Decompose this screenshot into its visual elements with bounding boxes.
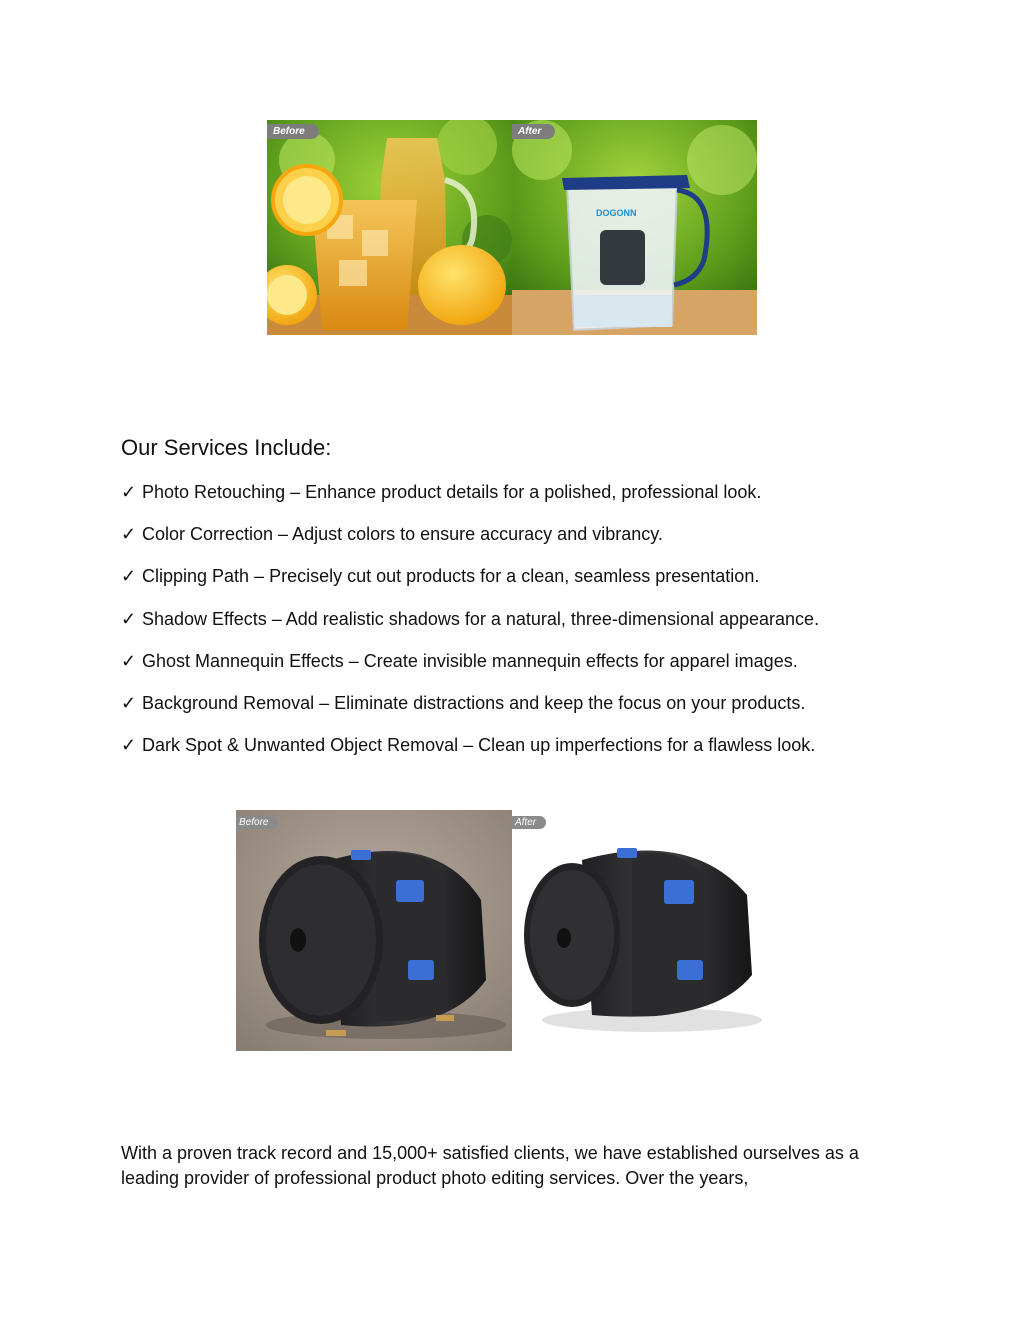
service-item <box>121 649 819 691</box>
service-item <box>121 691 819 733</box>
service-item <box>121 607 819 649</box>
before-tag: Before <box>267 124 319 139</box>
checkmark-icon: ✓ <box>121 482 137 502</box>
services-heading: Our Services Include: <box>121 435 332 460</box>
checkmark-icon: ✓ <box>121 692 137 713</box>
checkmark-icon: ✓ <box>121 608 137 629</box>
service-text: Color Correction – Adjust colors to ensure accuracy and vibrancy. <box>142 524 663 545</box>
service-item <box>121 522 819 564</box>
service-text: Ghost Mannequin Effects – Create invisible mannequin effects for apparel images. <box>142 650 798 671</box>
before-after-image-beverage <box>267 120 757 335</box>
checkmark-icon: ✓ <box>121 735 137 756</box>
service-item <box>121 480 819 522</box>
service-text: Clipping Path – Precisely cut out products for a clean, seamless presentation. <box>142 566 760 587</box>
closing-paragraph: With a proven track record and 15,000+ satisfied clients, we have established ourselves as a leading provider of professional product photo editing services. Over the years, <box>121 1143 859 1188</box>
service-text: Background Removal – Eliminate distractions and keep the focus on your products. <box>142 692 806 713</box>
service-text: Shadow Effects – Add realistic shadows for a natural, three-dimensional appearance. <box>142 608 820 629</box>
service-text: Dark Spot & Unwanted Object Removal – Clean up imperfections for a flawless look. <box>142 735 816 756</box>
before-tag: Before <box>236 816 278 829</box>
services-list <box>121 480 819 775</box>
service-text: Photo Retouching – Enhance product details for a polished, professional look. <box>142 482 762 502</box>
service-item <box>121 564 819 606</box>
checkmark-icon: ✓ <box>121 566 137 587</box>
after-image-coupling <box>512 810 782 1051</box>
service-item <box>121 733 819 775</box>
checkmark-icon: ✓ <box>121 650 137 671</box>
after-tag: After <box>512 816 546 829</box>
before-image-coupling <box>236 810 512 1051</box>
svg-text:DOGONN: DOGONN <box>596 208 637 218</box>
before-image-iced-tea <box>267 120 512 335</box>
after-image-water-pitcher <box>512 120 757 335</box>
checkmark-icon: ✓ <box>121 524 137 545</box>
after-tag: After <box>512 124 555 139</box>
